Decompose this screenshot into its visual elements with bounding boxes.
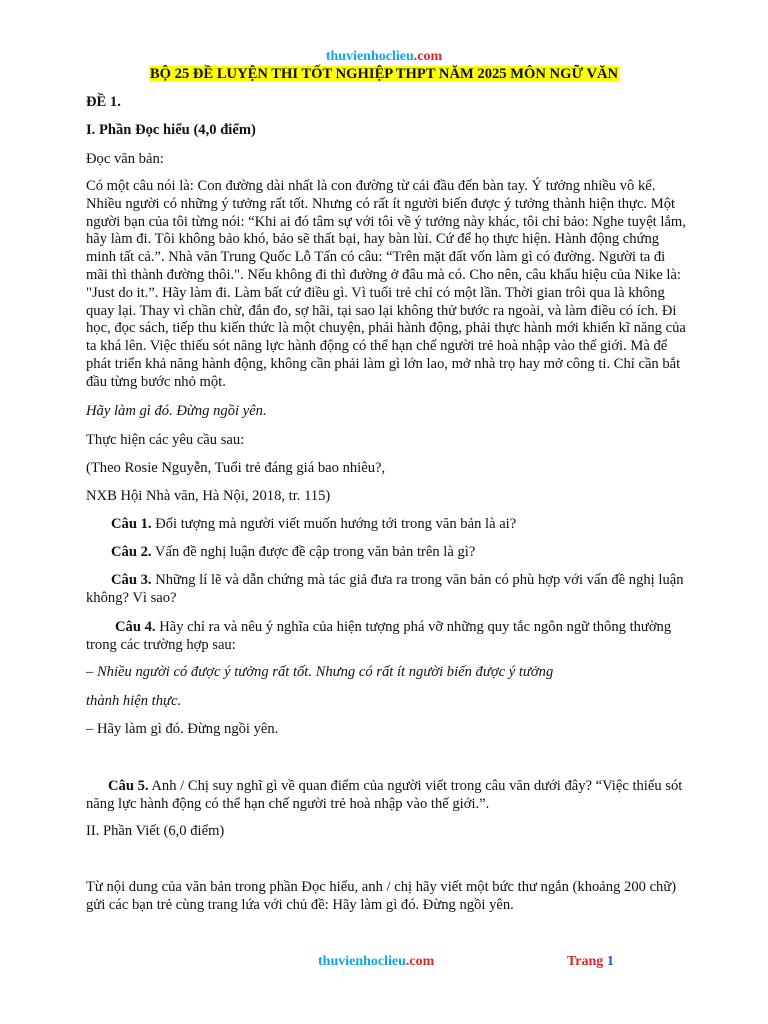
question-5: Câu 5. Anh / Chị suy nghĩ gì về quan điểm của người viết trong câu văn dưới đây? “Việc thiếu sót năng lực hành động có thể hạn chế người trẻ hoà nhập vào thế giới.”. [86,778,683,812]
document-title: BỘ 25 ĐỀ LUYỆN THI TỐT NGHIỆP THPT NĂM 2025 MÔN NGỮ VĂN [149,66,619,82]
question-4-item-1: – Nhiều người có được ý tưởng rất tốt. Nhưng có rất ít người biến được ý tưởng [86,664,554,680]
reading-passage: Có một câu nói là: Con đường dài nhất là con đường từ cái đầu đến bàn tay. Ý tưởng nhiều vô kể. Nhiều người có những ý tưởng rất tốt. Nhưng có rất ít người biến được ý tưởng thành hiện thực. Một người bạn của tôi từng nói: “Khi ai đó tâm sự với tôi về ý tưởng này khác, tôi chỉ bảo: Nghe tuyệt lắm, hãy làm đi. Tôi không bảo khó, bảo sẽ thất bại, hay bàn lùi. Cứ để họ thực hiện. Hành động chứng minh tất cả.”. Nhà văn Trung Quốc Lỗ Tấn có câu: “Trên mặt đất vốn làm gì có đường. Người ta đi mãi thì thành đường thôi.". Nếu không đi thì đường ở đâu mà có. Cho nên, câu khẩu hiệu của Nike là: "Just do it.”. Hãy làm đi. Làm bất cứ điều gì. Vì tuổi trẻ chỉ có một lần. Thời gian trôi qua là không quay lại. Thay vì chần chừ, đắn đo, sợ hãi, tại sao lại không thử bước ra ngoài, và làm điều có ích. Đi học, đọc sách, tiếp thu kiến thức là một chuyện, phải hành động, phải thực hành mới khiến kĩ năng của ta khá lên. Việc thiếu sót năng lực hành động có thể hạn chế người trẻ hoà nhập vào thế giới. Mà để phát triển khả năng hành động, không cần phải làm gì lớn lao, mở nhà trọ hay mở công ti. Chỉ cần bắt đầu từng bước nhỏ một. [86,178,686,390]
page-number: Trang 1 [567,954,614,969]
exam-name: ĐỀ 1. [86,94,121,110]
header-brand-link[interactable]: thuvienhoclieu.com [325,49,443,64]
read-prompt: Đọc văn bản: [86,151,164,167]
section2-title: II. Phần Viết (6,0 điểm) [86,823,225,839]
question-4-item-1-cont: thành hiện thực. [86,693,182,709]
footer-brand-link[interactable]: thuvienhoclieu.com [318,954,435,969]
task-intro: Thực hiện các yêu cầu sau: [86,432,245,448]
source-line-1: (Theo Rosie Nguyễn, Tuổi trẻ đáng giá bao nhiêu?, [86,460,386,476]
question-4-item-2: – Hãy làm gì đó. Đừng ngồi yên. [86,721,279,737]
document-title-wrap [0,65,768,83]
source-line-2: NXB Hội Nhà văn, Hà Nội, 2018, tr. 115) [86,488,331,504]
writing-task: Từ nội dung của văn bản trong phần Đọc hiểu, anh / chị hãy viết một bức thư ngắn (khoảng 200 chữ) gửi các bạn trẻ cùng trang lứa với chủ đề: Hãy làm gì đó. Đừng ngồi yên. [86,879,677,913]
question-4: Câu 4. Hãy chỉ ra và nêu ý nghĩa của hiện tượng phá vỡ những quy tắc ngôn ngữ thông thường trong các trường hợp sau: [86,619,672,653]
question-3: Câu 3. Những lí lẽ và dẫn chứng mà tác giả đưa ra trong văn bản có phù hợp với vấn đề nghị luận không? Vì sao? [86,572,684,606]
question-2: Câu 2. Vấn đề nghị luận được đề cập trong văn bản trên là gì? [111,544,476,560]
question-1: Câu 1. Đối tượng mà người viết muốn hướng tới trong văn bản là ai? [111,516,517,532]
section1-title: I. Phần Đọc hiểu (4,0 điểm) [86,122,256,138]
passage-closing: Hãy làm gì đó. Đừng ngồi yên. [86,403,267,419]
